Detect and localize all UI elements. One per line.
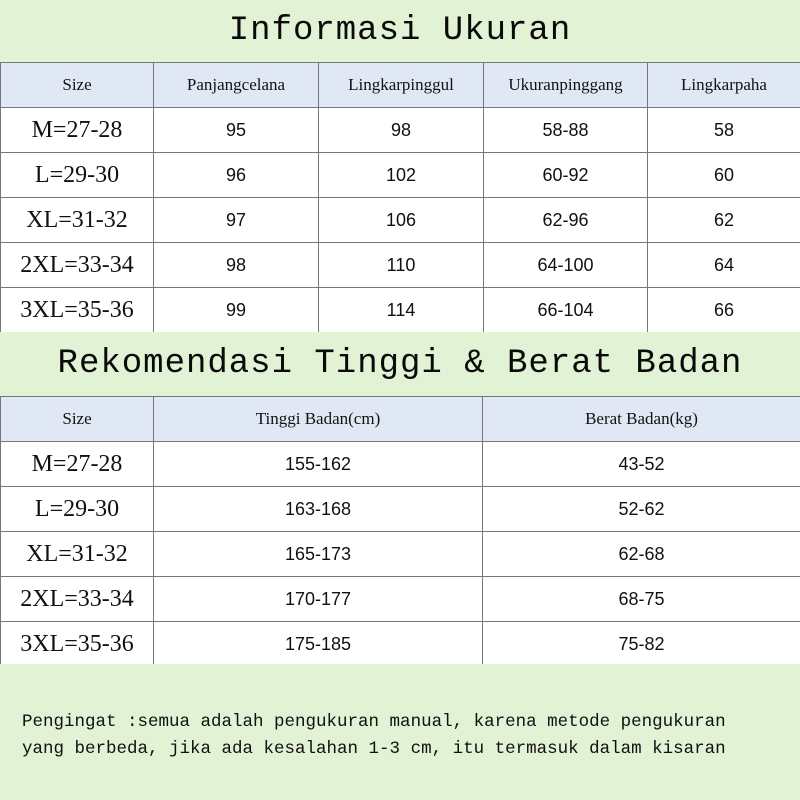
table-row [1, 487, 800, 532]
value-cell: 64 [648, 243, 800, 288]
value-cell: 96 [154, 153, 319, 198]
value-cell: 170-177 [154, 577, 483, 622]
size-cell: M=27-28 [1, 442, 154, 487]
value-cell: 60 [648, 153, 800, 198]
header-lingkar-pinggul: Lingkarpinggul [319, 63, 484, 108]
value-cell: 99 [154, 288, 319, 333]
table-row [1, 108, 800, 153]
size-cell: XL=31-32 [1, 532, 154, 577]
size-info-table [0, 62, 800, 333]
table-row [1, 243, 800, 288]
table-row [1, 577, 800, 622]
table-row [1, 288, 800, 333]
value-cell: 66-104 [484, 288, 648, 333]
value-cell: 155-162 [154, 442, 483, 487]
value-cell: 95 [154, 108, 319, 153]
value-cell: 175-185 [154, 622, 483, 667]
reminder-line-2: yang berbeda, jika ada kesalahan 1-3 cm, itu termasuk dalam kisaran [22, 739, 726, 759]
value-cell: 102 [319, 153, 484, 198]
header-size: Size [1, 397, 154, 442]
header-ukuran-pinggang: Ukuranpinggang [484, 63, 648, 108]
value-cell: 52-62 [483, 487, 800, 532]
header-lingkar-paha: Lingkarpaha [648, 63, 800, 108]
size-cell: 2XL=33-34 [1, 577, 154, 622]
table-row [1, 442, 800, 487]
value-cell: 68-75 [483, 577, 800, 622]
header-panjang-celana: Panjangcelana [154, 63, 319, 108]
reminder-line-1: Pengingat :semua adalah pengukuran manual, karena metode pengukuran [22, 712, 726, 732]
value-cell: 60-92 [484, 153, 648, 198]
value-cell: 62-96 [484, 198, 648, 243]
value-cell: 165-173 [154, 532, 483, 577]
value-cell: 98 [154, 243, 319, 288]
table-row [1, 532, 800, 577]
size-cell: XL=31-32 [1, 198, 154, 243]
header-size: Size [1, 63, 154, 108]
value-cell: 62 [648, 198, 800, 243]
value-cell: 66 [648, 288, 800, 333]
header-tinggi-badan: Tinggi Badan(cm) [154, 397, 483, 442]
value-cell: 64-100 [484, 243, 648, 288]
size-info-title: Informasi Ukuran [0, 0, 800, 62]
value-cell: 97 [154, 198, 319, 243]
value-cell: 58 [648, 108, 800, 153]
size-cell: 3XL=35-36 [1, 622, 154, 667]
table-header-row [1, 397, 800, 442]
size-cell: L=29-30 [1, 487, 154, 532]
value-cell: 98 [319, 108, 484, 153]
table-row [1, 198, 800, 243]
value-cell: 58-88 [484, 108, 648, 153]
size-cell: L=29-30 [1, 153, 154, 198]
table-row [1, 622, 800, 667]
value-cell: 106 [319, 198, 484, 243]
value-cell: 62-68 [483, 532, 800, 577]
header-berat-badan: Berat Badan(kg) [483, 397, 800, 442]
value-cell: 114 [319, 288, 484, 333]
table-header-row [1, 63, 800, 108]
size-cell: M=27-28 [1, 108, 154, 153]
value-cell: 110 [319, 243, 484, 288]
size-cell: 3XL=35-36 [1, 288, 154, 333]
table-row [1, 153, 800, 198]
value-cell: 163-168 [154, 487, 483, 532]
size-cell: 2XL=33-34 [1, 243, 154, 288]
value-cell: 43-52 [483, 442, 800, 487]
recommendation-title: Rekomendasi Tinggi & Berat Badan [0, 332, 800, 396]
reminder-note [0, 664, 800, 800]
recommendation-table [0, 396, 800, 667]
value-cell: 75-82 [483, 622, 800, 667]
